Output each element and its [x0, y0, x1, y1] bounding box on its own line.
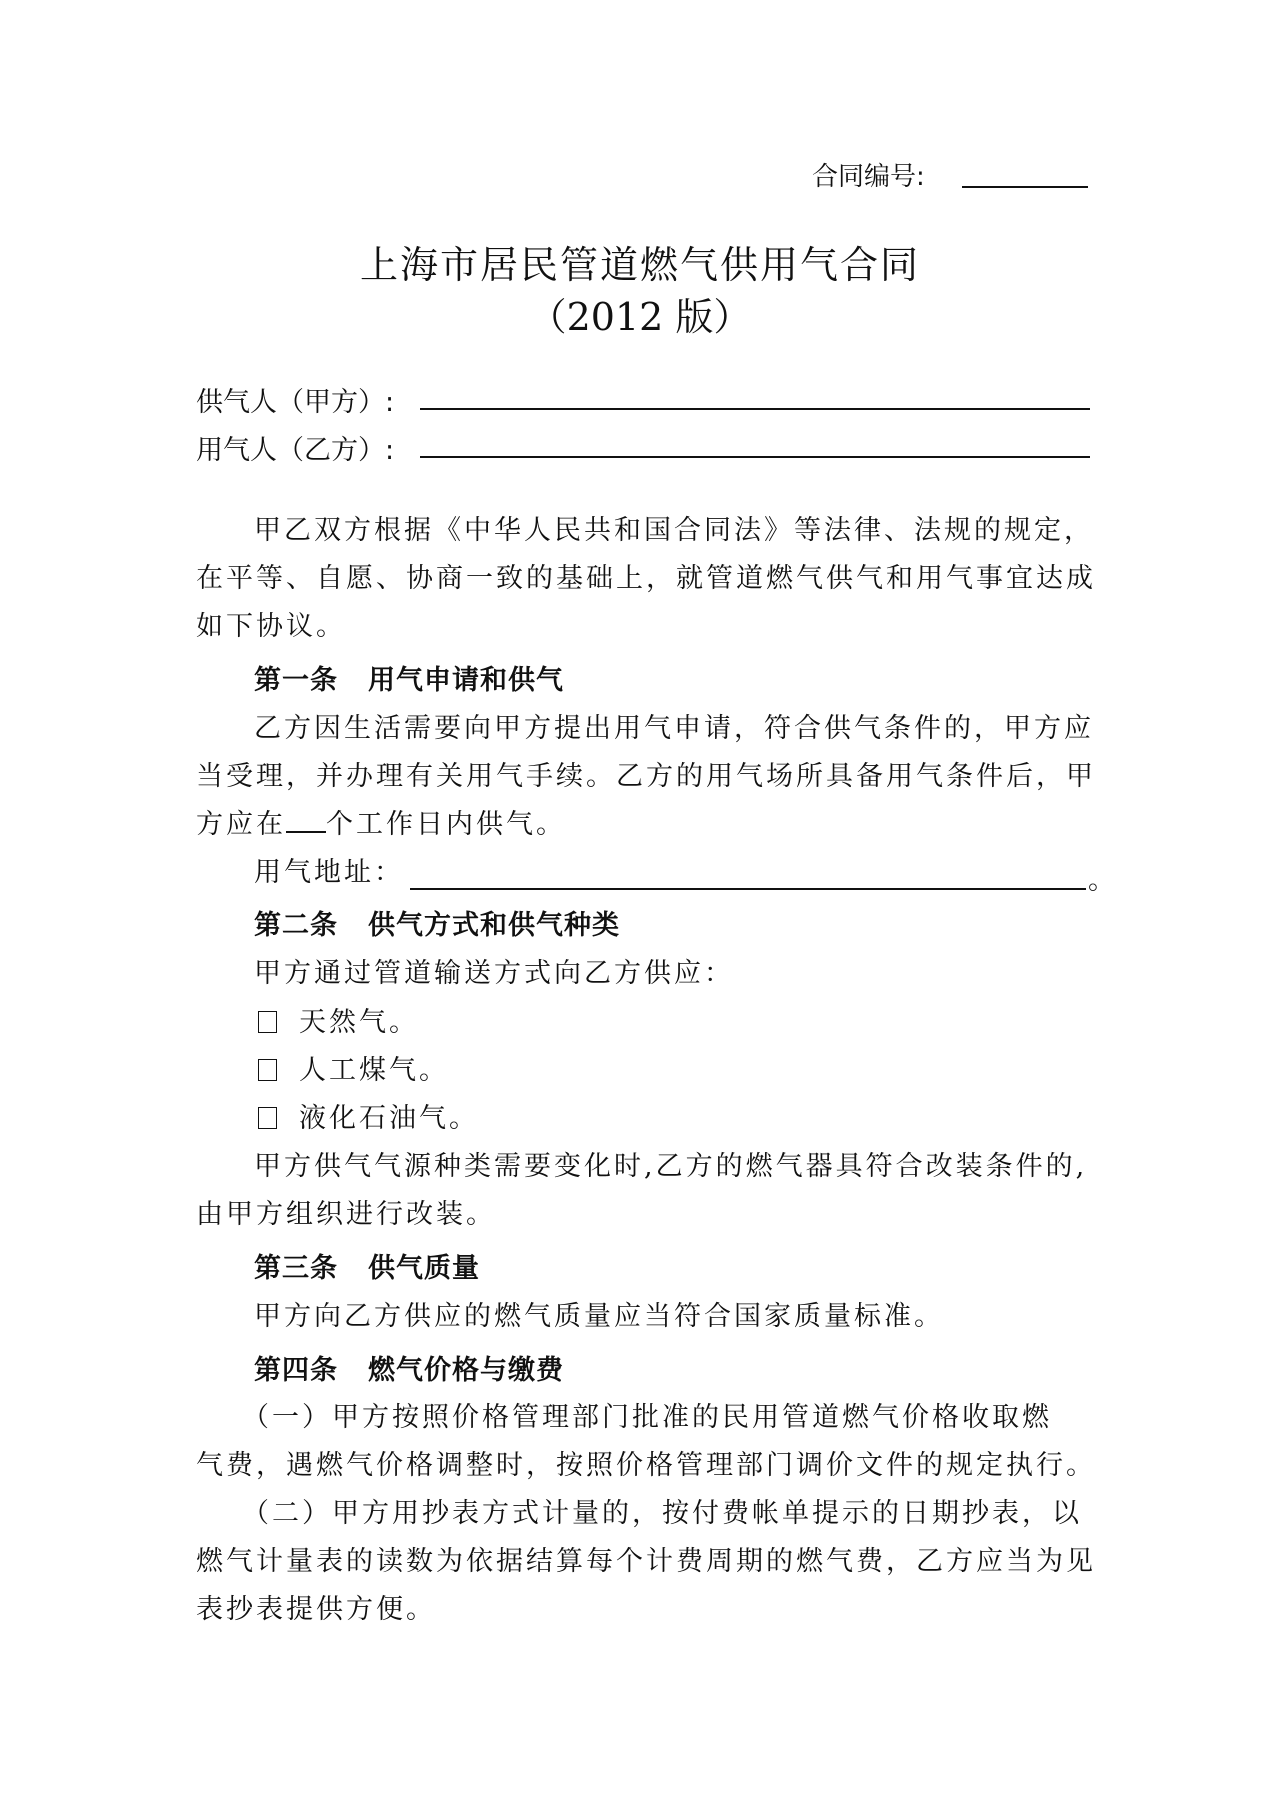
article-1-line-3 [196, 801, 1096, 849]
checkbox-lpg[interactable] [258, 1107, 277, 1129]
article-3-heading [254, 1246, 480, 1285]
article-2-heading [254, 903, 620, 942]
article-2-intro: 甲方通过管道输送方式向乙方供应： [254, 958, 734, 989]
article-4-line-5: 表抄表提供方便。 [196, 1594, 436, 1625]
preamble-line-2: 在平等、自愿、协商一致的基础上，就管道燃气供气和用气事宜达成 [196, 563, 1096, 594]
article-1-title: 用气申请和供气 [368, 665, 564, 696]
article-1-line-3-pre: 方应在 [196, 809, 286, 840]
article-1-line-3-post: 个工作日内供气。 [326, 809, 566, 840]
article-3-line-1: 甲方向乙方供应的燃气质量应当符合国家质量标准。 [254, 1301, 944, 1332]
address-label: 用气地址： [254, 857, 404, 888]
party-b-label: 用气人（乙方）: [196, 435, 395, 466]
article-4-number: 第四条 [254, 1355, 338, 1386]
article-4-line-2: 气费，遇燃气价格调整时，按照价格管理部门调价文件的规定执行。 [196, 1450, 1096, 1481]
option-lpg[interactable]: 液化石油气。 [258, 1096, 479, 1135]
address-field[interactable] [410, 888, 1086, 890]
article-2-title: 供气方式和供气种类 [368, 910, 620, 941]
contract-number-field[interactable] [962, 186, 1088, 188]
article-1-heading [254, 658, 564, 697]
option-manufactured-gas[interactable]: 人工煤气。 [258, 1048, 449, 1087]
document-title: 上海市居民管道燃气供用气合同 [359, 243, 920, 287]
checkbox-manufactured-gas[interactable] [258, 1059, 277, 1081]
option-natural-gas[interactable]: 天然气。 [258, 1000, 419, 1039]
preamble-line-1: 甲乙双方根据《中华人民共和国合同法》等法律、法规的规定， [254, 515, 1094, 546]
article-4-line-1: （一）甲方按照价格管理部门批准的民用管道燃气价格收取燃 [242, 1402, 1052, 1433]
article-3-title: 供气质量 [368, 1253, 480, 1284]
article-4-line-4: 燃气计量表的读数为依据结算每个计费周期的燃气费，乙方应当为见 [196, 1546, 1096, 1577]
party-b-field[interactable] [420, 456, 1090, 458]
article-4-title: 燃气价格与缴费 [368, 1355, 564, 1386]
article-1-line-2: 当受理，并办理有关用气手续。乙方的用气场所具备用气条件后，甲 [196, 761, 1096, 792]
checkbox-natural-gas[interactable] [258, 1011, 277, 1033]
address-end: 。 [1088, 865, 1115, 896]
party-a-label: 供气人（甲方）: [196, 387, 395, 418]
article-4-heading [254, 1348, 564, 1387]
article-1-number: 第一条 [254, 665, 338, 696]
article-4-line-3: （二）甲方用抄表方式计量的，按付费帐单提示的日期抄表，以 [242, 1498, 1082, 1529]
contract-number-label: 合同编号: [812, 162, 925, 192]
party-a-field[interactable] [420, 408, 1090, 410]
document-version: （2012 版） [528, 295, 752, 339]
article-1-line-1: 乙方因生活需要向甲方提出用气申请，符合供气条件的，甲方应 [254, 713, 1094, 744]
article-2-line-2: 由甲方组织进行改装。 [196, 1199, 496, 1230]
article-3-number: 第三条 [254, 1253, 338, 1284]
article-2-number: 第二条 [254, 910, 338, 941]
workdays-field[interactable] [286, 809, 326, 833]
article-2-line-1: 甲方供气气源种类需要变化时,乙方的燃气器具符合改装条件的, [254, 1151, 1088, 1182]
preamble-line-3: 如下协议。 [196, 611, 346, 642]
